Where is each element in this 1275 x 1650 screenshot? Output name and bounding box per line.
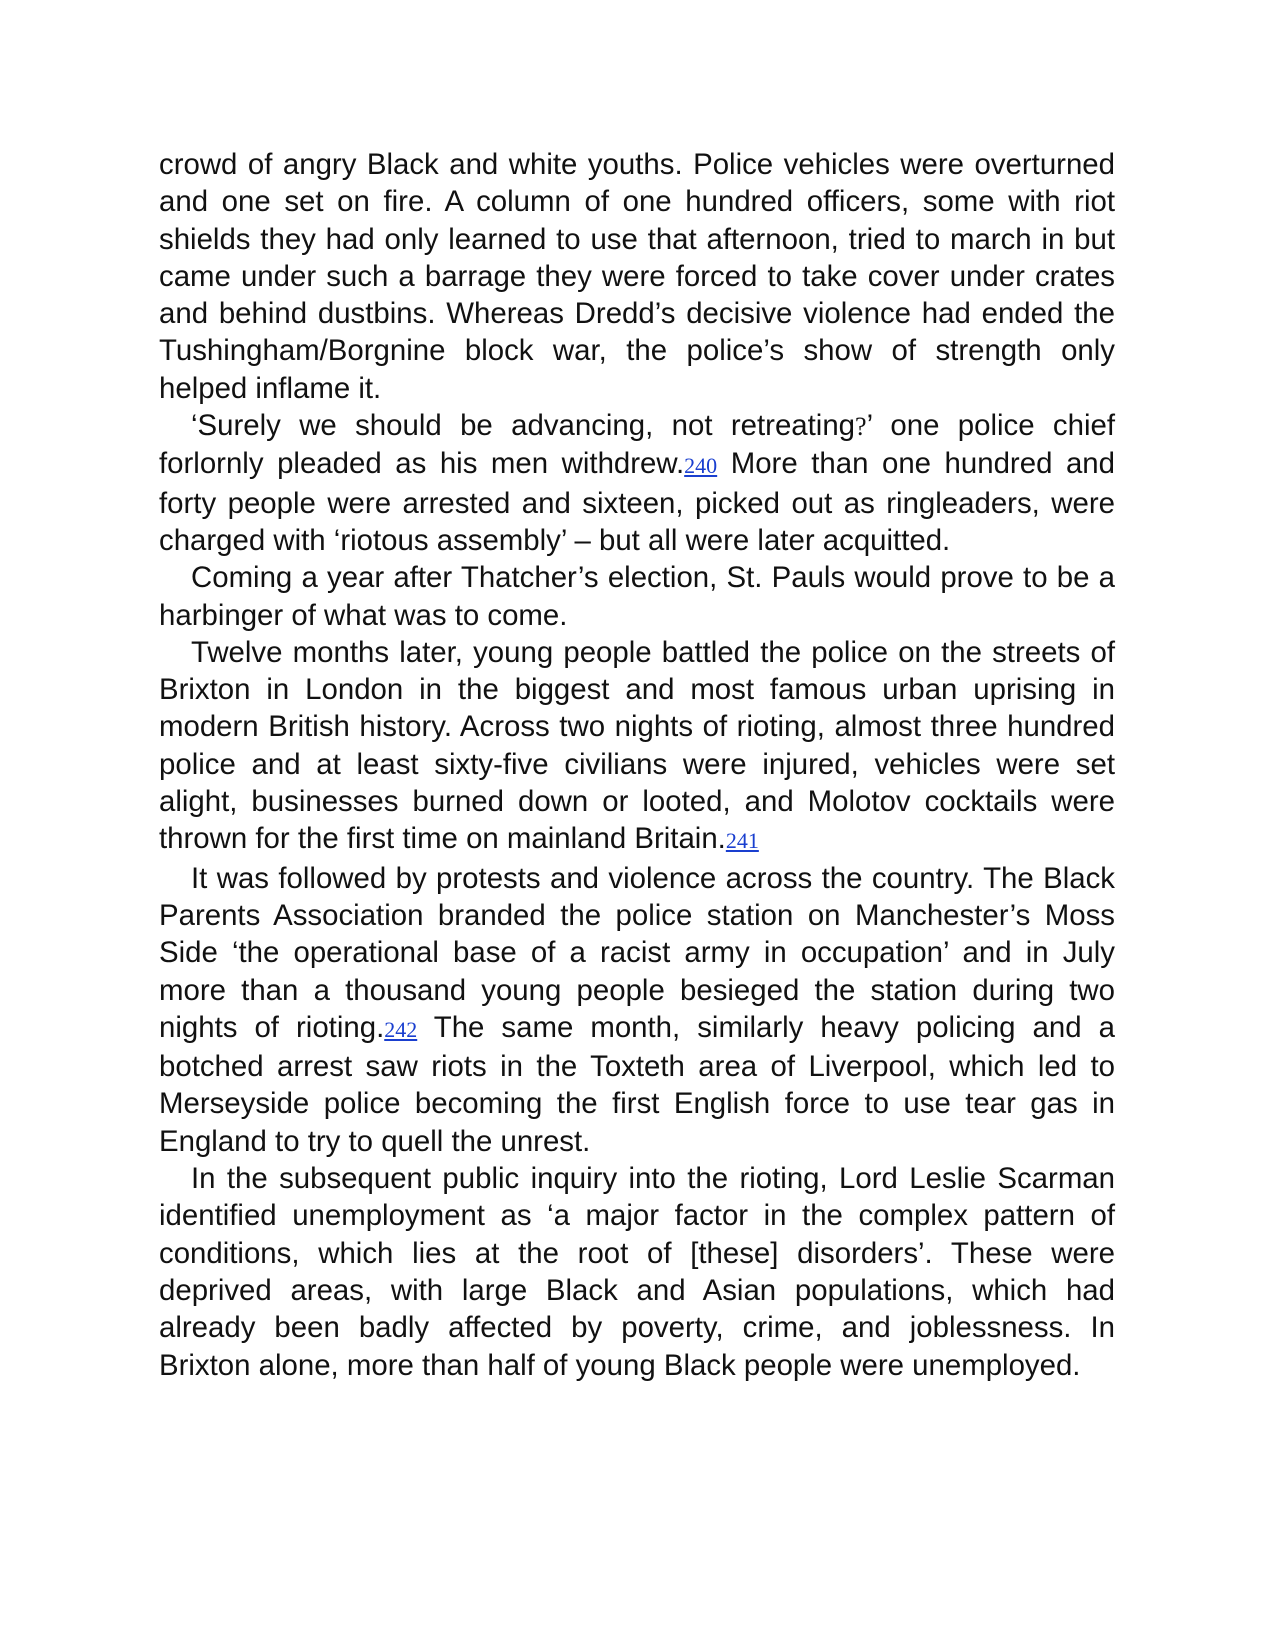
footnote-link-242[interactable]: 242 xyxy=(384,1016,418,1042)
paragraph-4 xyxy=(159,634,1115,860)
paragraph-text: It was followed by protests and violence across the country. The Black Parents Association branded the police station on Manchester’s Moss Side ‘the operational base of a racist army in occupation’ and in July more than a thousand young people besieged the station during two nights of rioting. xyxy=(159,861,1115,1044)
paragraph-1 xyxy=(159,146,1115,407)
paragraph-text: More than one hundred and forty people were arrested and sixteen, picked out as ringleaders, were charged with ‘riotous assembly’ – but all were later acquitted. xyxy=(159,447,1115,557)
paragraph-text: ’ one police chief forlornly pleaded as his men withdrew. xyxy=(159,409,1115,481)
paragraph-text: ‘Surely we should be advancing, not retreating xyxy=(191,409,856,443)
footnote-link-240[interactable]: 240 xyxy=(684,453,718,479)
paragraph-text: Twelve months later, young people battled the police on the streets of Brixton in London in the biggest and most famous urban uprising in modern British history. Across two nights of rioting, almost three hundred police and at least sixty-five civilians were injured, vehicles were set alight, businesses burned down or looted, and Molotov cocktails were thrown for the first time on mainland Britain. xyxy=(159,635,1115,856)
question-mark: ? xyxy=(855,412,867,442)
paragraph-5 xyxy=(159,860,1115,1160)
paragraph-text: The same month, similarly heavy policing and a botched arrest saw riots in the Toxteth area of Liverpool, which led to Merseyside police becoming the first English force to use tear gas in England to try to quell the unrest. xyxy=(159,1010,1115,1158)
paragraph-text: crowd of angry Black and white youths. Police vehicles were overturned and one set on fire. A column of one hundred officers, some with riot shields they had only learned to use that afternoon, tried to march in but came under such a barrage they were forced to take cover under crates and behind dustbins. Whereas Dredd’s decisive violence had ended the Tushingham/Borgnine block war, the police’s show of strength only helped inflame it. xyxy=(159,148,1115,405)
paragraph-text: Coming a year after Thatcher’s election, St. Pauls would prove to be a harbinger of what was to come. xyxy=(159,561,1115,632)
paragraph-2 xyxy=(159,407,1115,559)
paragraph-6 xyxy=(159,1160,1115,1384)
paragraph-text: In the subsequent public inquiry into the rioting, Lord Leslie Scarman identified unemployment as ‘a major factor in the complex pattern of conditions, which lies at the root of [these] disorders’. These were deprived areas, with large Black and Asian populations, which had already been badly affected by poverty, crime, and joblessness. In Brixton alone, more than half of young Black people were unemployed. xyxy=(159,1162,1115,1382)
footnote-link-241[interactable]: 241 xyxy=(725,828,759,854)
page-body xyxy=(159,146,1115,1384)
paragraph-3 xyxy=(159,559,1115,634)
